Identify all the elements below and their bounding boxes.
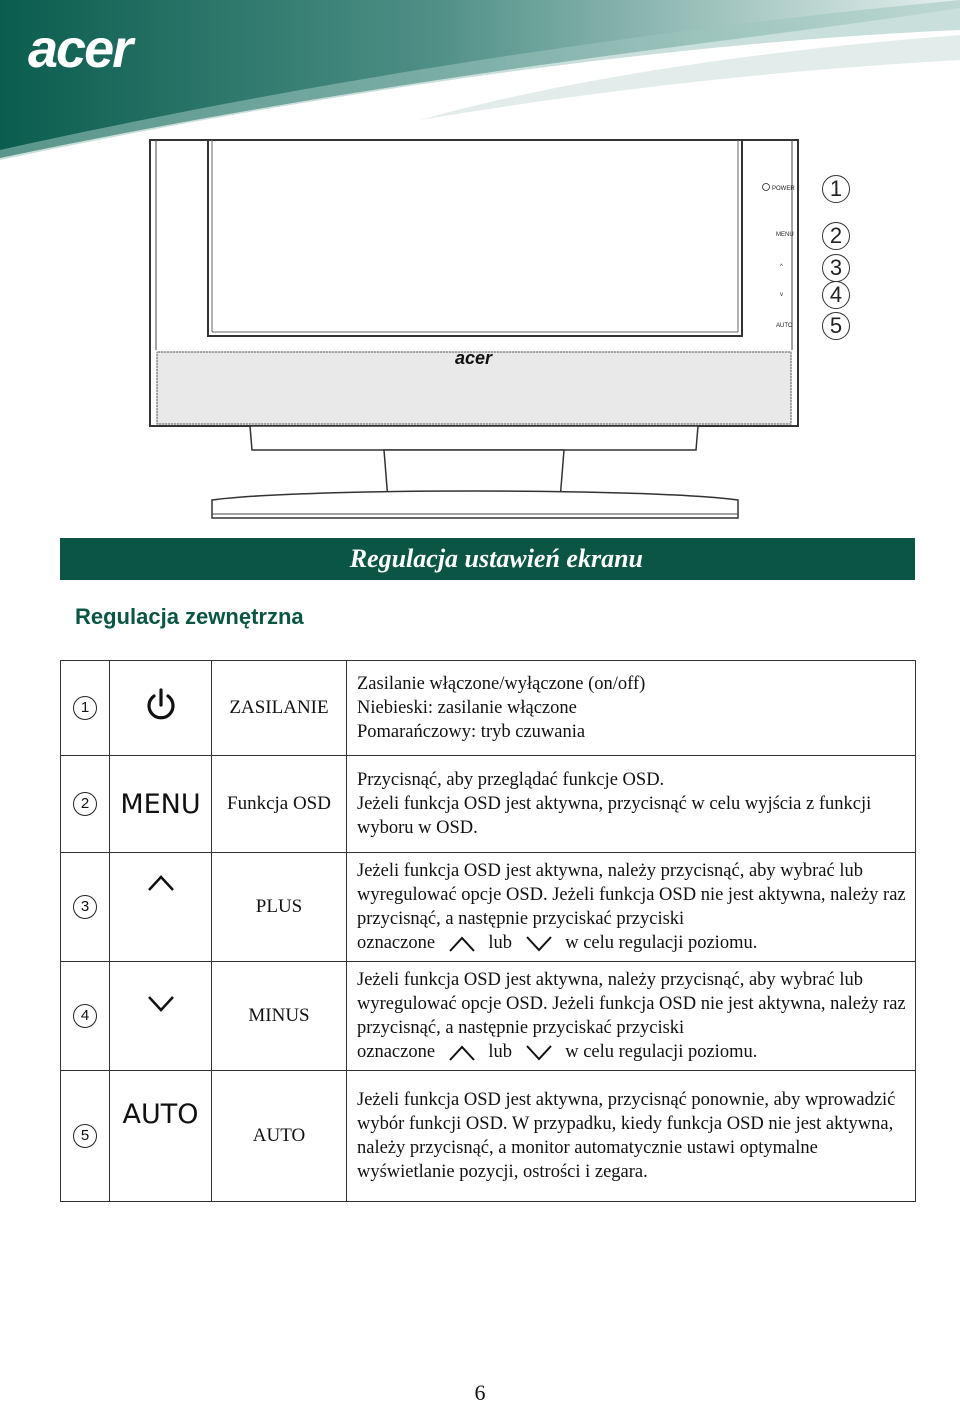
acer-logo: acer bbox=[28, 19, 132, 79]
svg-text:POWER: POWER bbox=[772, 186, 795, 192]
chevron-down-icon bbox=[525, 935, 553, 953]
section-title: Regulacja ustawień ekranu bbox=[349, 544, 643, 573]
svg-text:v: v bbox=[780, 292, 783, 298]
row-number: 3 bbox=[73, 895, 97, 919]
desc-text: lub bbox=[488, 1042, 512, 1062]
callout-2: 2 bbox=[822, 222, 850, 250]
desc-text: Jeżeli funkcja OSD jest aktywna, należy przycisnąć, aby wybrać lub wyregulować opcje OSD. Jeżeli funkcja OSD nie jest aktywna, należy raz przycisnąć, a następnie przyciskać przyciski bbox=[357, 970, 906, 1038]
chevron-up-icon bbox=[448, 1044, 476, 1062]
desc-text: lub bbox=[488, 933, 512, 953]
callout-1: 1 bbox=[822, 175, 850, 203]
callout-3: 3 bbox=[822, 254, 850, 282]
desc-line bbox=[357, 1040, 907, 1064]
desc-line: Niebieski: zasilanie włączone bbox=[357, 698, 577, 718]
row-number: 4 bbox=[73, 1004, 97, 1028]
desc-line: Pomarańczowy: tryb czuwania bbox=[357, 722, 586, 742]
row-number: 5 bbox=[73, 1124, 97, 1148]
svg-text:AUTO: AUTO bbox=[776, 323, 793, 329]
control-description bbox=[347, 962, 916, 1071]
desc-text: Jeżeli funkcja OSD jest aktywna, przycisnąć ponownie, aby wprowadzić wybór funkcji OSD. W przypadku, kiedy funkcja OSD nie jest aktywna, należy przycisnąć, a monitor automatycznie ustawi optymalne wyświetlanie pozycji, ostrości i zegara. bbox=[357, 1090, 896, 1182]
table-row bbox=[61, 661, 916, 756]
desc-text: w celu regulacji poziomu. bbox=[565, 1042, 758, 1062]
control-name: MINUS bbox=[212, 962, 347, 1071]
control-description bbox=[347, 1071, 916, 1202]
row-number: 2 bbox=[73, 792, 97, 816]
desc-line: Jeżeli funkcja OSD jest aktywna, przycisnąć w celu wyjścia z funkcji wyboru w OSD. bbox=[357, 794, 872, 838]
section-header-bar bbox=[60, 538, 915, 580]
desc-text: w celu regulacji poziomu. bbox=[565, 933, 758, 953]
control-description bbox=[347, 661, 916, 756]
section-subtitle: Regulacja zewnętrzna bbox=[75, 604, 304, 629]
callout-5: 5 bbox=[822, 312, 850, 340]
control-description bbox=[347, 756, 916, 853]
table-row bbox=[61, 962, 916, 1071]
menu-button-label: MENU bbox=[120, 788, 201, 820]
table-row bbox=[61, 853, 916, 962]
power-icon bbox=[144, 688, 178, 724]
auto-button-label: AUTO bbox=[122, 1099, 199, 1130]
control-name: AUTO bbox=[212, 1071, 347, 1202]
svg-text:^: ^ bbox=[780, 264, 783, 270]
row-number: 1 bbox=[73, 696, 97, 720]
control-name: ZASILANIE bbox=[212, 661, 347, 756]
table-row bbox=[61, 756, 916, 853]
bezel-logo: acer bbox=[455, 348, 493, 368]
table-row bbox=[61, 1071, 916, 1202]
control-description bbox=[347, 853, 916, 962]
callout-4: 4 bbox=[822, 281, 850, 309]
controls-table bbox=[60, 660, 916, 1202]
chevron-up-icon bbox=[448, 935, 476, 953]
chevron-down-icon bbox=[525, 1044, 553, 1062]
chevron-up-icon bbox=[146, 873, 176, 893]
desc-line bbox=[357, 931, 907, 955]
desc-text: oznaczone bbox=[357, 1042, 436, 1062]
chevron-down-icon bbox=[146, 994, 176, 1014]
svg-text:MENU: MENU bbox=[776, 232, 794, 238]
control-name: Funkcja OSD bbox=[212, 756, 347, 853]
page-number: 6 bbox=[474, 1380, 486, 1405]
desc-line: Zasilanie włączone/wyłączone (on/off) bbox=[357, 674, 646, 694]
desc-text: oznaczone bbox=[357, 933, 436, 953]
control-name: PLUS bbox=[212, 853, 347, 962]
desc-text: Jeżeli funkcja OSD jest aktywna, należy przycisnąć, aby wybrać lub wyregulować opcje OSD. Jeżeli funkcja OSD nie jest aktywna, należy raz przycisnąć, a następnie przyciskać przyciski bbox=[357, 861, 906, 929]
desc-line: Przycisnąć, aby przeglądać funkcje OSD. bbox=[357, 770, 665, 790]
monitor-illustration bbox=[0, 0, 960, 530]
